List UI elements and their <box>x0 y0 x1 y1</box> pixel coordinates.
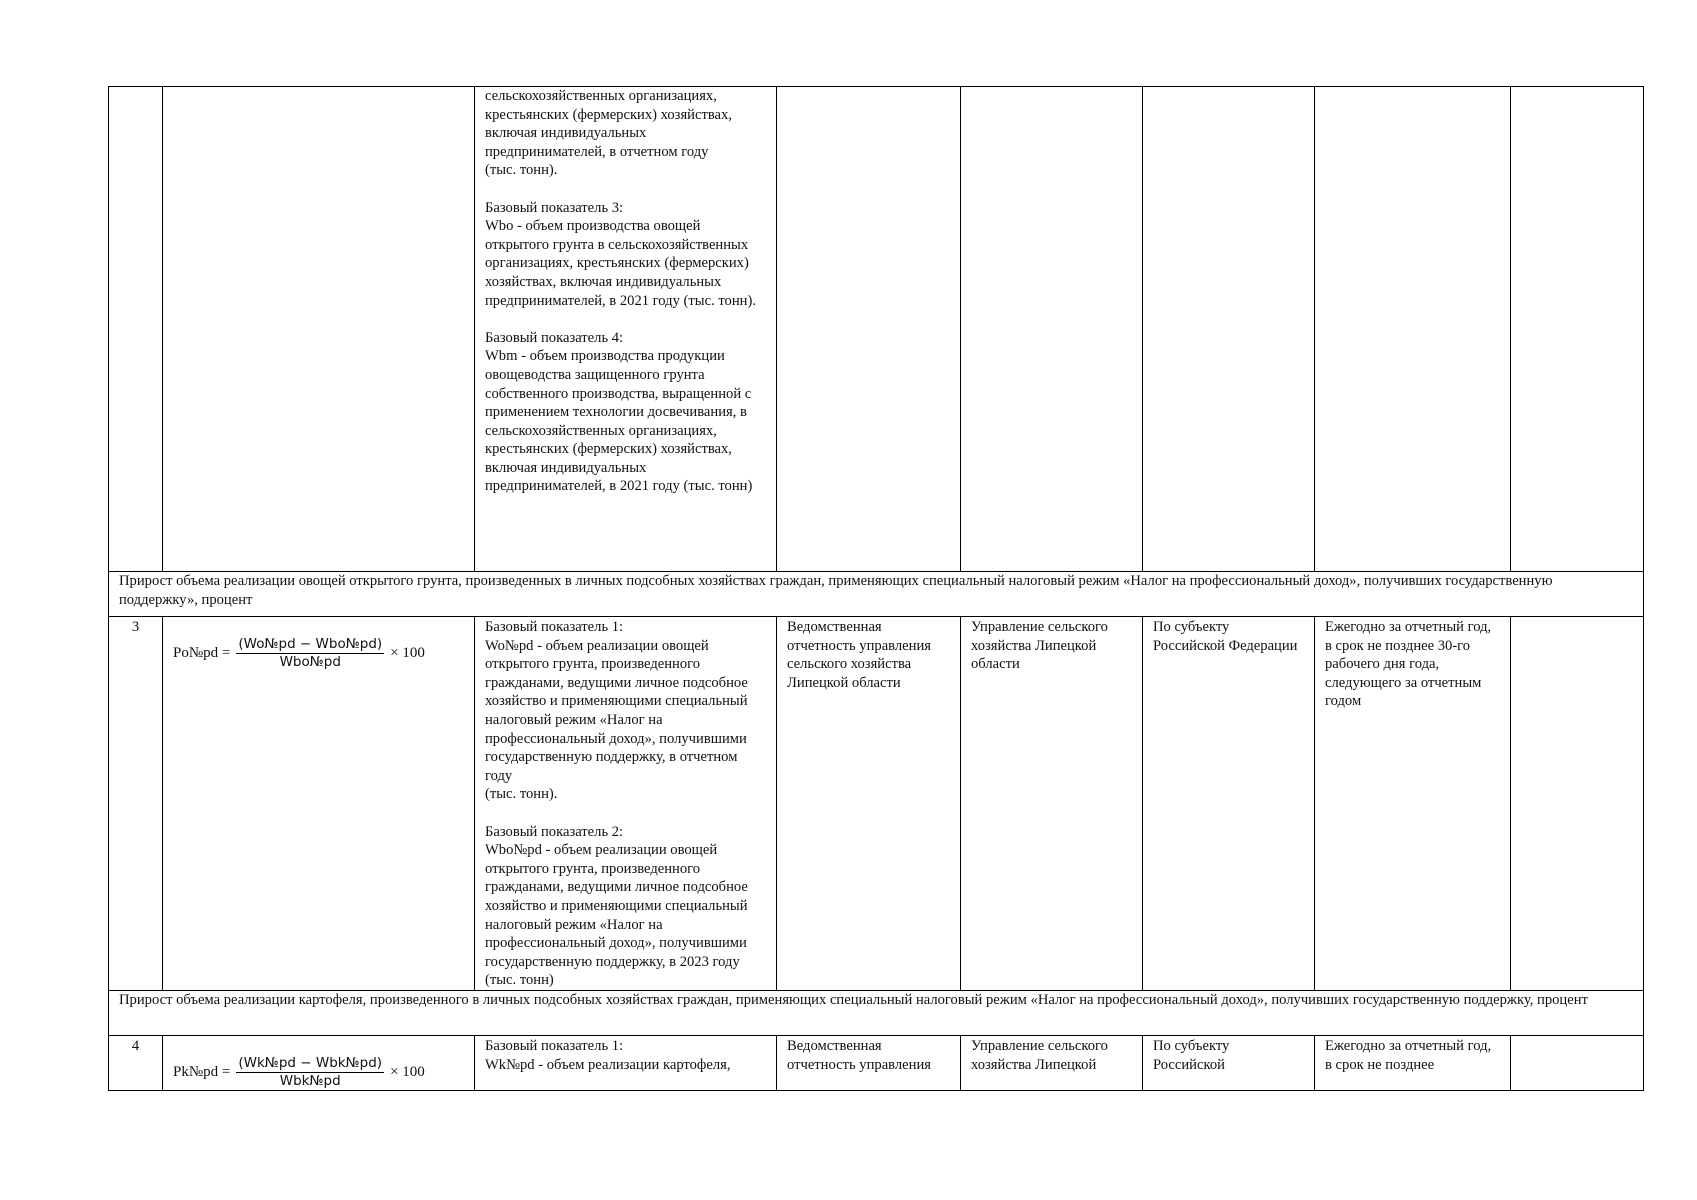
indicator-table <box>108 86 1644 1091</box>
description-cell: Базовый показатель 1: Wo№pd - объем реализации овощей открытого грунта, произведенного гражданами, ведущими личное подсобное хозяйство и применяющими специальный налоговый режим «Налог на профессиональный доход», получившими государственную поддержку, в отчетном году (тыс. тонн). Базовый показатель 2: Wbo№pd - объем реализации овощей открытого грунта, произведенного гражданами, ведущими личное подсобное хозяйство и применяющими специальный налоговый режим «Налог на профессиональный доход», получившими государственную поддержку, в 2023 году (тыс. тонн) <box>475 617 777 991</box>
row-number: 3 <box>109 617 163 991</box>
formula-numerator: (Wk№pd − Wbk№pd) <box>238 1054 383 1071</box>
formula-cell <box>163 1036 475 1091</box>
note-cell <box>1511 87 1644 572</box>
responsible-cell: Управление сельского хозяйства Липецкой <box>961 1036 1143 1091</box>
formula-rhs: × 100 <box>390 1063 425 1080</box>
section-heading: Прирост объема реализации овощей открытого грунта, произведенных в личных подсобных хозяйствах граждан, применяющих специальный налоговый режим «Налог на профессиональный доход», получивших государственную поддержку», процент <box>109 572 1644 617</box>
formula <box>173 636 425 671</box>
description-cell: сельскохозяйственных организациях, крестьянских (фермерских) хозяйствах, включая индивидуальных предпринимателей, в отчетном году (тыс. тонн). Базовый показатель 3: Wbo - объем производства овощей открытого грунта в сельскохозяйственных организациях, крестьянских (фермерских) хозяйствах, включая индивидуальных предпринимателей, в 2021 году (тыс. тонн). Базовый показатель 4: Wbm - объем производства продукции овощеводства защищенного грунта собственного производства, выращенной с применением технологии досвечивания, в сельскохозяйственных организациях, крестьянских (фермерских) хозяйствах, включая индивидуальных предпринимателей, в 2021 году (тыс. тонн) <box>475 87 777 572</box>
formula-denominator: Wbo№pd <box>279 653 341 670</box>
formula-fraction <box>236 1055 384 1090</box>
formula-denominator: Wbk№pd <box>279 1072 341 1089</box>
formula-numerator: (Wo№pd − Wbo№pd) <box>238 635 383 652</box>
formula-lhs: Pk№pd = <box>173 1063 231 1080</box>
source-cell: Ведомственная отчетность управления сельского хозяйства Липецкой области <box>777 617 961 991</box>
level-cell: По субъекту Российской Федерации <box>1143 617 1315 991</box>
frequency-cell: Ежегодно за отчетный год, в срок не позднее <box>1315 1036 1511 1091</box>
formula-lhs: Po№pd = <box>173 644 231 661</box>
row-number: 4 <box>109 1036 163 1091</box>
formula-fraction <box>236 636 384 671</box>
source-cell <box>777 87 961 572</box>
table-row <box>109 1036 1644 1091</box>
formula-cell <box>163 617 475 991</box>
description-cell: Базовый показатель 1: Wk№pd - объем реализации картофеля, <box>475 1036 777 1091</box>
table-row <box>109 617 1644 991</box>
formula-rhs: × 100 <box>390 644 425 661</box>
level-cell: По субъекту Российской <box>1143 1036 1315 1091</box>
responsible-cell <box>961 87 1143 572</box>
responsible-cell: Управление сельского хозяйства Липецкой области <box>961 617 1143 991</box>
frequency-cell <box>1315 87 1511 572</box>
table-row <box>109 87 1644 572</box>
source-cell: Ведомственная отчетность управления <box>777 1036 961 1091</box>
level-cell <box>1143 87 1315 572</box>
formula-cell <box>163 87 475 572</box>
section-heading: Прирост объема реализации картофеля, произведенного в личных подсобных хозяйствах граждан, применяющих специальный налоговый режим «Налог на профессиональный доход», получивших государственную поддержку, процент <box>109 991 1644 1036</box>
section-heading-row <box>109 991 1644 1036</box>
note-cell <box>1511 617 1644 991</box>
frequency-cell: Ежегодно за отчетный год, в срок не позднее 30-го рабочего дня года, следующего за отчетным годом <box>1315 617 1511 991</box>
formula <box>173 1055 425 1090</box>
note-cell <box>1511 1036 1644 1091</box>
row-number-cell <box>109 87 163 572</box>
section-heading-row <box>109 572 1644 617</box>
